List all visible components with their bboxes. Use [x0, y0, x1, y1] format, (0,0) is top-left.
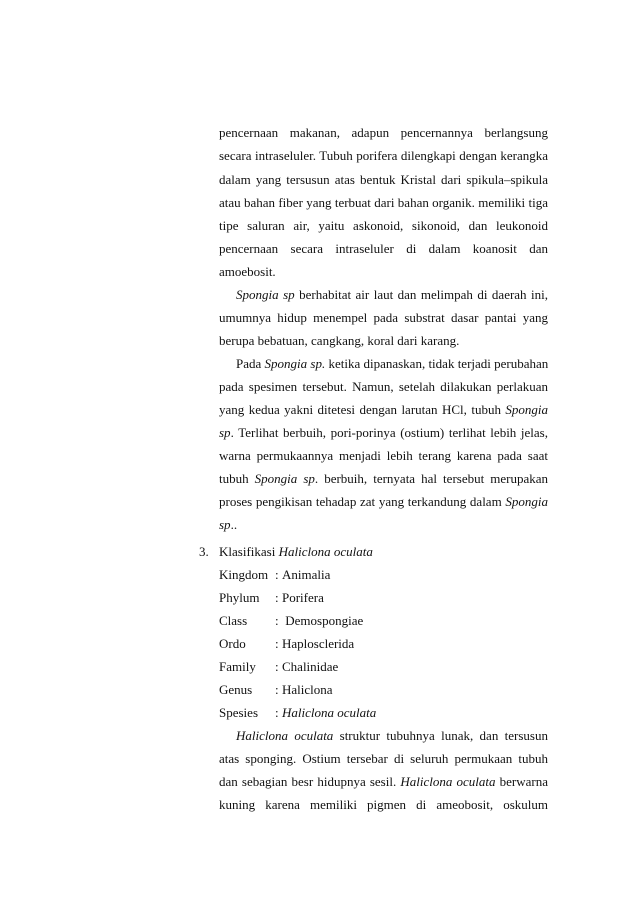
text-line — [219, 379, 548, 395]
italic-text: Spongia sp — [254, 471, 315, 486]
italic-text: Haliclona oculata — [236, 728, 334, 743]
classification-key: Phylum — [219, 590, 260, 605]
classification-key: Class — [219, 613, 248, 628]
text-run: kuning karena memiliki pigmen di ameobosit, oskulum — [219, 797, 548, 812]
classification-separator: : — [275, 636, 279, 651]
text-run: umumnya hidup menempel pada substrat dasar pantai yang — [219, 310, 548, 325]
classification-value: Chalinidae — [282, 659, 339, 674]
text-line — [219, 172, 548, 188]
text-run: .. — [230, 517, 238, 532]
text-line — [219, 425, 548, 441]
text-run: dalam yang tersusun atas bentuk Kristal dari spikula–spikula — [219, 172, 548, 187]
classification-separator: : — [275, 659, 279, 674]
text-line — [236, 728, 548, 744]
text-line — [236, 356, 548, 372]
text-run: ketika dipanaskan, tidak terjadi perubahan — [325, 356, 549, 371]
classification-separator: : — [275, 705, 279, 720]
classification-value: Animalia — [282, 567, 331, 582]
text-line — [219, 148, 548, 164]
italic-text: Spongia sp. — [264, 356, 326, 371]
text-run: pencernaan makanan, adapun pencernannya berlangsung — [219, 125, 548, 140]
section-title: Klasifikasi — [219, 544, 279, 559]
section-number: 3. — [199, 544, 209, 559]
text-run: Pada — [236, 356, 265, 371]
classification-key: Ordo — [219, 636, 246, 651]
classification-key: Spesies — [219, 705, 258, 720]
text-run: . Terlihat berbuih, pori-porinya (ostium) terlihat lebih jelas, — [230, 425, 548, 440]
text-run: . berbuih, ternyata hal tersebut merupakan — [314, 471, 549, 486]
text-line — [219, 125, 548, 141]
text-line — [219, 774, 548, 790]
classification-key: Kingdom — [219, 567, 269, 582]
text-line — [219, 448, 548, 464]
text-run: tubuh — [219, 471, 255, 486]
text-line — [219, 333, 548, 349]
text-line — [219, 471, 548, 487]
text-line — [219, 797, 548, 813]
text-run: tipe saluran air, yaitu askonoid, sikonoid, dan leukonoid — [219, 218, 548, 233]
text-line — [219, 218, 548, 234]
italic-text: Haliclona oculata — [400, 774, 496, 789]
classification-value: Porifera — [282, 590, 324, 605]
section-heading — [199, 544, 373, 560]
text-run: berupa bebatuan, cangkang, koral dari karang. — [219, 333, 460, 348]
classification-separator: : — [275, 590, 279, 605]
text-run: dan sebagian besr hidupnya sesil. — [219, 774, 401, 789]
classification-value: Haplosclerida — [282, 636, 355, 651]
text-run: atas sponging. Ostium tersebar di seluruh permukaan tubuh — [219, 751, 548, 766]
text-line — [219, 264, 548, 280]
text-run: yang kedua yakni ditetesi dengan larutan HCl, tubuh — [219, 402, 506, 417]
classification-separator: : — [275, 682, 279, 697]
classification-value: Haliclona oculata — [282, 705, 377, 720]
text-run: atau bahan fiber yang terbuat dari bahan organik. memiliki tiga — [219, 195, 548, 210]
classification-value: Demospongiae — [282, 613, 364, 628]
italic-text: Spongia — [505, 402, 548, 417]
text-line — [219, 310, 548, 326]
italic-text: sp — [219, 517, 231, 532]
text-run: berwarna — [495, 774, 548, 789]
text-run: warna permukaannya menjadi lebih terang karena pada saat — [219, 448, 548, 463]
text-run: proses pengikisan tehadap zat yang terkandung dalam — [219, 494, 506, 509]
text-line — [219, 195, 548, 211]
italic-text: sp — [219, 425, 231, 440]
text-line — [219, 402, 548, 418]
classification-value: Haliclona — [282, 682, 333, 697]
text-run: struktur tubuhnya lunak, dan tersusun — [333, 728, 548, 743]
italic-text: Spongia sp — [236, 287, 295, 302]
classification-separator: : — [275, 613, 279, 628]
section-title-species: Haliclona oculata — [278, 544, 373, 559]
text-run: pencernaan secara intraseluler di dalam koanosit dan — [219, 241, 548, 256]
text-line — [219, 751, 548, 767]
italic-text: Spongia — [505, 494, 548, 509]
text-line — [219, 241, 548, 257]
text-line — [236, 287, 548, 303]
classification-separator: : — [275, 567, 279, 582]
classification-key: Genus — [219, 682, 253, 697]
text-run: secara intraseluler. Tubuh porifera dilengkapi dengan kerangka — [219, 148, 548, 163]
text-run: amoebosit. — [219, 264, 276, 279]
text-line — [219, 517, 548, 533]
text-line — [219, 494, 548, 510]
classification-key: Family — [219, 659, 256, 674]
text-run: berhabitat air laut dan melimpah di daerah ini, — [294, 287, 548, 302]
text-run: pada spesimen tersebut. Namun, setelah dilakukan perlakuan — [219, 379, 548, 394]
